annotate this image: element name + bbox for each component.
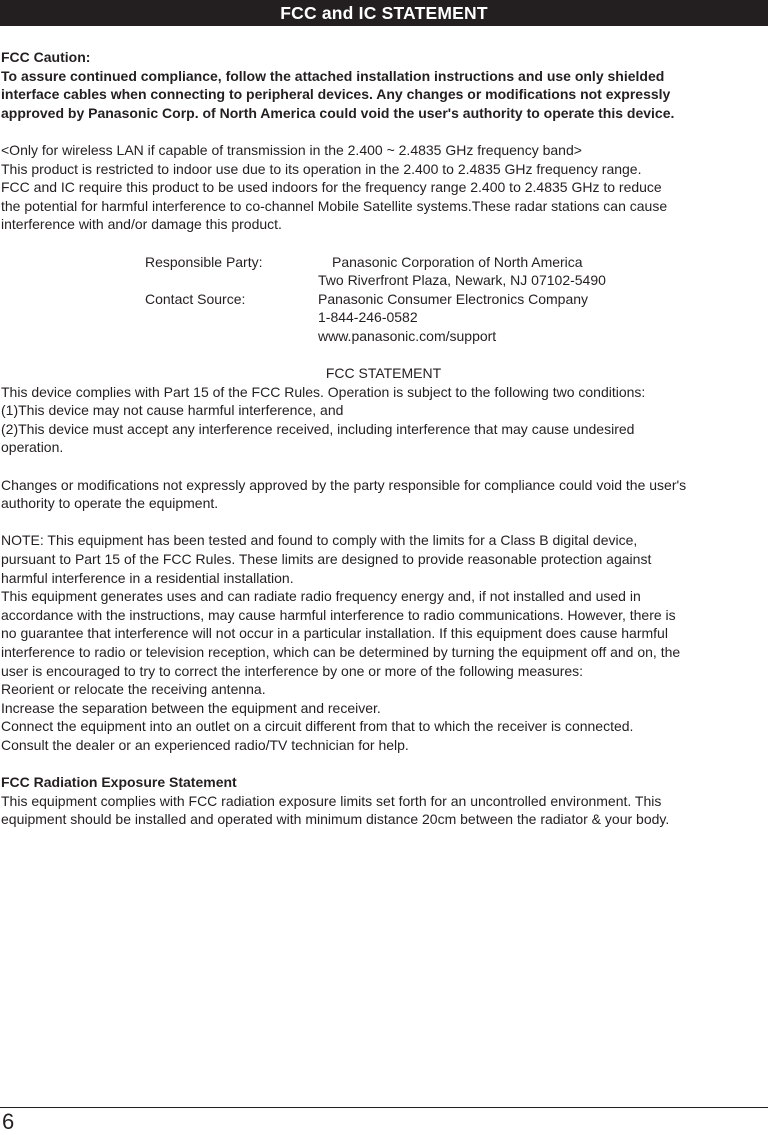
wireless-lan-section xyxy=(1,141,766,234)
radiation-exposure-title: FCC Radiation Exposure Statement xyxy=(1,774,237,791)
contact-phone: 1-844-246-0582 xyxy=(318,309,418,326)
note-line: user is encouraged to try to correct the interference by one or more of the following measures: xyxy=(1,662,584,679)
responsible-party-name: Panasonic Corporation of North America xyxy=(332,253,583,270)
note-line: no guarantee that interference will not occur in a particular installation. If this equipment does cause harmful xyxy=(1,625,668,642)
caution-line: approved by Panasonic Corp. of North America could void the user's authority to operate this device. xyxy=(1,104,675,121)
wlan-line: FCC and IC require this product to be used indoors for the frequency range 2.400 to 2.4835 GHz to reduce xyxy=(1,179,662,196)
note-section xyxy=(1,531,766,754)
radiation-exposure-section xyxy=(1,773,766,829)
note-line: This equipment generates uses and can radiate radio frequency energy and, if not installed and used in xyxy=(1,588,641,605)
responsible-party-address: Two Riverfront Plaza, Newark, NJ 07102-5490 xyxy=(318,272,606,289)
wlan-line: the potential for harmful interference to co-channel Mobile Satellite systems.These radar stations can cause xyxy=(1,197,668,214)
fcc-statement-line: (2)This device must accept any interference received, including interference that may cause undesired xyxy=(1,420,635,437)
radiation-line: equipment should be installed and operated with minimum distance 20cm between the radiator & your body. xyxy=(1,811,670,828)
wlan-line: <Only for wireless LAN if capable of transmission in the 2.400 ~ 2.4835 GHz frequency band> xyxy=(1,141,582,158)
note-line: harmful interference in a residential installation. xyxy=(1,569,294,586)
note-line: NOTE: This equipment has been tested and found to comply with the limits for a Class B digital device, xyxy=(1,532,638,549)
caution-line: To assure continued compliance, follow the attached installation instructions and use only shielded xyxy=(1,67,665,84)
contact-source-row xyxy=(145,290,766,346)
responsible-party-label: Responsible Party: xyxy=(145,253,263,270)
changes-section xyxy=(1,476,766,513)
fcc-statement-section xyxy=(1,364,766,457)
fcc-caution xyxy=(1,48,766,122)
contact-website: www.panasonic.com/support xyxy=(318,327,497,344)
note-line: accordance with the instructions, may cause harmful interference to radio communications. However, there is xyxy=(1,606,676,623)
responsible-party-row xyxy=(145,253,766,290)
note-measure: Consult the dealer or an experienced radio/TV technician for help. xyxy=(1,736,409,753)
radiation-line: This equipment complies with FCC radiation exposure limits set forth for an uncontrolled environment. This xyxy=(1,792,662,809)
fcc-statement-line: (1)This device may not cause harmful interference, and xyxy=(1,402,344,419)
caution-line: interface cables when connecting to peripheral devices. Any changes or modifications not expressly xyxy=(1,86,671,103)
note-measure: Increase the separation between the equipment and receiver. xyxy=(1,699,381,716)
note-line: interference to radio or television reception, which can be determined by turning the equipment off and on, the xyxy=(1,644,681,660)
fcc-statement-line: This device complies with Part 15 of the FCC Rules. Operation is subject to the following two conditions: xyxy=(1,383,646,400)
changes-line: Changes or modifications not expressly approved by the party responsible for compliance could void the user's xyxy=(1,476,687,493)
caution-heading: FCC Caution: xyxy=(1,49,91,65)
party-info xyxy=(145,253,766,346)
wlan-line: interference with and/or damage this product. xyxy=(1,216,282,233)
contact-source-name: Panasonic Consumer Electronics Company xyxy=(318,290,589,307)
footer-divider xyxy=(0,1107,768,1108)
note-measure: Connect the equipment into an outlet on a circuit different from that to which the receiver is connected. xyxy=(1,718,634,735)
changes-line: authority to operate the equipment. xyxy=(1,495,219,512)
contact-source-label: Contact Source: xyxy=(145,290,246,307)
page-number: 6 xyxy=(2,1109,15,1134)
note-line: pursuant to Part 15 of the FCC Rules. These limits are designed to provide reasonable protection against xyxy=(1,551,652,568)
note-measure: Reorient or relocate the receiving antenna. xyxy=(1,681,266,698)
fcc-statement-line: operation. xyxy=(1,439,64,456)
document-body xyxy=(1,48,766,829)
fcc-statement-title: FCC STATEMENT xyxy=(325,365,442,382)
page-header: FCC and IC STATEMENT xyxy=(0,0,768,26)
wlan-line: This product is restricted to indoor use due to its operation in the 2.400 to 2.4835 GHz frequency range. xyxy=(1,160,642,177)
